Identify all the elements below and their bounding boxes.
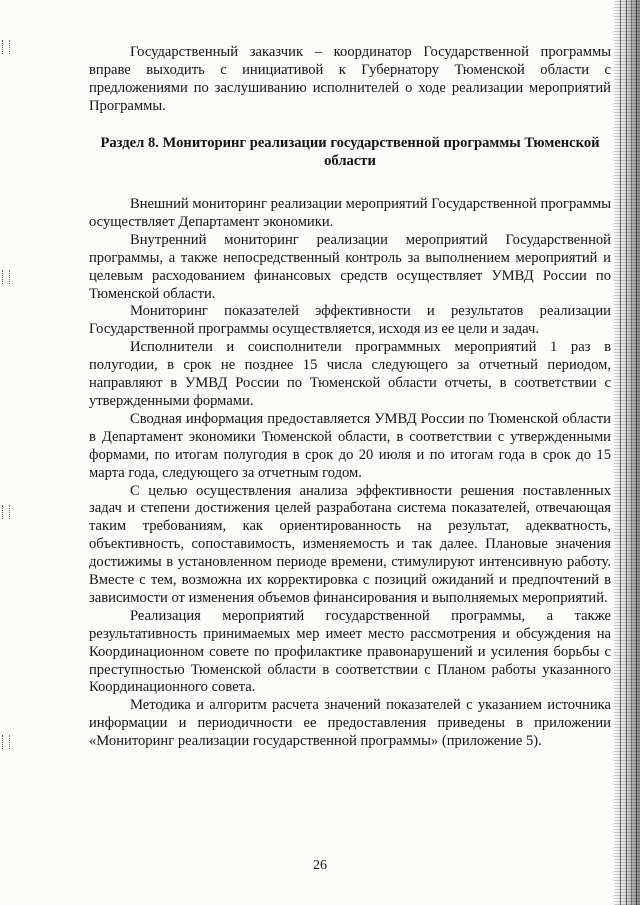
paragraph-reporting: Исполнители и соисполнители программных мероприятий 1 раз в полугодии, в срок не позднее 15 числа следующего за отчетный периодом, направляют в УМВД России по Тюменской области отчеты, в соответствии с утвержденными формами.	[89, 339, 611, 409]
intro-block	[89, 44, 611, 116]
section-heading: Раздел 8. Мониторинг реализации государственной программы Тюменской области	[100, 135, 600, 169]
page-number: 26	[313, 858, 327, 873]
scan-edge-left	[0, 0, 12, 905]
paragraph-indicators-monitoring: Мониторинг показателей эффективности и результатов реализации Государственной программы осуществляется, исходя из ее цели и задач.	[89, 303, 611, 338]
intro-paragraph: Государственный заказчик – координатор Государственной программы вправе выходить с инициативой к Губернатору Тюменской области с предложениями по заслушиванию исполнителей о ходе реализации мероприятий Программы.	[89, 44, 611, 114]
paragraph-indicator-system: С целью осуществления анализа эффективности решения поставленных задач и степени достижения целей разработана система показателей, отвечающая таким требованиям, как ориентированность на результат, адекватность, объективность, сопоставимость, изменяемость и так далее. Плановые значения достижимы в установленном периоде времени, стимулируют интенсивную работу. Вместе с тем, возможна их корректировка с позиций ожиданий и предпочтений в зависимости от изменения объемов финансирования и выполняемых мероприятий.	[89, 482, 611, 606]
paragraph-methodology: Методика и алгоритм расчета значений показателей с указанием источника информации и периодичности ее предоставления приведены в приложении «Мониторинг реализации государственной программы» (приложение 5).	[89, 697, 611, 750]
paragraph-internal-monitoring: Внутренний мониторинг реализации мероприятий Государственной программы, а также непосредственный контроль за выполнением мероприятий и целевым расходованием финансовых средств осуществляет УМВД России по Тюменской области.	[89, 231, 611, 302]
paragraph-coordination-council: Реализация мероприятий государственной программы, а также результативность принимаемых мер имеет место рассмотрения и обсуждения на Координационном совете по профилактике правонарушений и усиления борьбы с преступностью Тюменской области в соответствии с Планом работы указанного Координационного совета.	[89, 607, 611, 696]
section-body	[89, 196, 611, 751]
paragraph-summary-info: Сводная информация предоставляется УМВД России по Тюменской области в Департамент экономики Тюменской области, в соответствии с утвержденными формами, по итогам полугодия в срок до 20 июля и по итогам года в срок до 15 марта года, следующего за отчетным годом.	[89, 410, 611, 481]
paragraph-external-monitoring: Внешний мониторинг реализации мероприятий Государственной программы осуществляет Департамент экономики.	[89, 196, 611, 230]
scan-edge-right	[614, 0, 640, 905]
